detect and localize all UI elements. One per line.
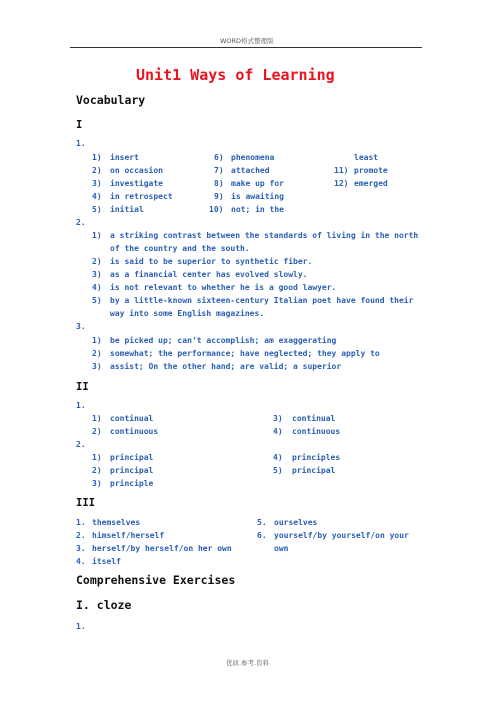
unit-title: Unit1 Ways of Learning: [136, 66, 335, 84]
cloze-part-label: 1.: [76, 622, 86, 631]
answer: principles: [292, 453, 341, 462]
answer: on occasion: [110, 166, 163, 175]
answer: make up for: [231, 179, 284, 188]
answer: own: [274, 544, 289, 553]
row-num: 4): [92, 192, 102, 201]
answer-line: be picked up; can’t accomplish; am exaggerating: [110, 336, 337, 345]
row-num: 2): [92, 166, 102, 175]
item-num: 3): [92, 270, 102, 279]
answer: principle: [110, 479, 154, 488]
answer: investigate: [110, 179, 163, 188]
item-num: 3): [92, 479, 102, 488]
item-num: 1): [92, 453, 102, 462]
vocabulary-heading: Vocabulary: [76, 93, 146, 107]
item-num: 2.: [76, 531, 86, 540]
answer: themselves: [92, 518, 141, 527]
answer: yourself/by yourself/on your: [274, 531, 409, 540]
item-num: 5.: [257, 518, 267, 527]
answer: himself/herself: [92, 531, 165, 540]
sentence-line: is said to be superior to synthetic fiber.: [110, 257, 313, 266]
answer: promote: [354, 166, 388, 175]
item-num: 1): [92, 231, 102, 240]
item-num: 4): [273, 427, 283, 436]
answer: emerged: [354, 179, 388, 188]
answer-line: assist; On the other hand; are valid; a superior: [110, 362, 342, 371]
cloze-heading: I. cloze: [76, 598, 132, 612]
row-num: 5): [92, 205, 102, 214]
answer: continuous: [292, 427, 341, 436]
item-num: 4): [92, 283, 102, 292]
item-num: 6.: [257, 531, 267, 540]
part-3-label: 3.: [76, 322, 86, 331]
answer: herself/by herself/on her own: [92, 544, 232, 553]
part-2-label: 2.: [76, 218, 86, 227]
row-num: 3): [92, 179, 102, 188]
answer-line: somewhat; the performance; have neglected; they apply to: [110, 349, 380, 358]
sentence-line: by a little-known sixteen-century Italian poet have found their: [110, 296, 414, 305]
answer: continual: [110, 414, 154, 423]
answer: continual: [292, 414, 336, 423]
answer: in retrospect: [110, 192, 173, 201]
row-num: 11): [334, 166, 349, 175]
section-iii-heading: III: [76, 497, 95, 509]
part-1-label: 1.: [76, 139, 86, 148]
answer: least: [354, 153, 379, 162]
answer: phenomena: [231, 153, 275, 162]
sentence-line: as a financial center has evolved slowly.: [110, 270, 308, 279]
page-header: WORD格式整理版: [220, 37, 274, 45]
part-2-label: 2.: [76, 440, 86, 449]
sentence-line: way into some English magazines.: [110, 309, 265, 318]
item-num: 1): [92, 414, 102, 423]
answer: insert: [110, 153, 139, 162]
item-num: 3): [92, 362, 102, 371]
part-1-label: 1.: [76, 401, 86, 410]
sentence-line: is not relevant to whether he is a good lawyer.: [110, 283, 337, 292]
item-num: 5): [273, 466, 283, 475]
answer: principal: [292, 466, 336, 475]
answer: attached: [231, 166, 270, 175]
item-num: 3): [273, 414, 283, 423]
item-num: 2): [92, 257, 102, 266]
item-num: 2): [92, 349, 102, 358]
item-num: 1.: [76, 518, 86, 527]
answer: itself: [92, 557, 121, 566]
answer: principal: [110, 453, 154, 462]
row-num: 7): [214, 166, 224, 175]
row-num: 10): [209, 205, 224, 214]
page-footer: 优质.参考.资料: [226, 659, 270, 667]
section-i-heading: I: [76, 119, 83, 131]
item-num: 2): [92, 427, 102, 436]
answer: continuous: [110, 427, 159, 436]
answer: not; in the: [231, 205, 284, 214]
header-rule: [70, 47, 422, 48]
comprehensive-heading: Comprehensive Exercises: [76, 573, 236, 587]
answer: ourselves: [274, 518, 318, 527]
row-num: 12): [334, 179, 349, 188]
item-num: 3.: [76, 544, 86, 553]
item-num: 4.: [76, 557, 86, 566]
item-num: 4): [273, 453, 283, 462]
item-num: 1): [92, 336, 102, 345]
item-num: 2): [92, 466, 102, 475]
section-ii-heading: II: [76, 381, 89, 393]
sentence-line: of the country and the south.: [110, 244, 250, 253]
row-num: 1): [92, 153, 102, 162]
answer: principal: [110, 466, 154, 475]
row-num: 9): [214, 192, 224, 201]
answer: initial: [110, 205, 144, 214]
answer: is awaiting: [231, 192, 284, 201]
row-num: 8): [214, 179, 224, 188]
sentence-line: a striking contrast between the standards of living in the north: [110, 231, 419, 240]
row-num: 6): [214, 153, 224, 162]
item-num: 5): [92, 296, 102, 305]
